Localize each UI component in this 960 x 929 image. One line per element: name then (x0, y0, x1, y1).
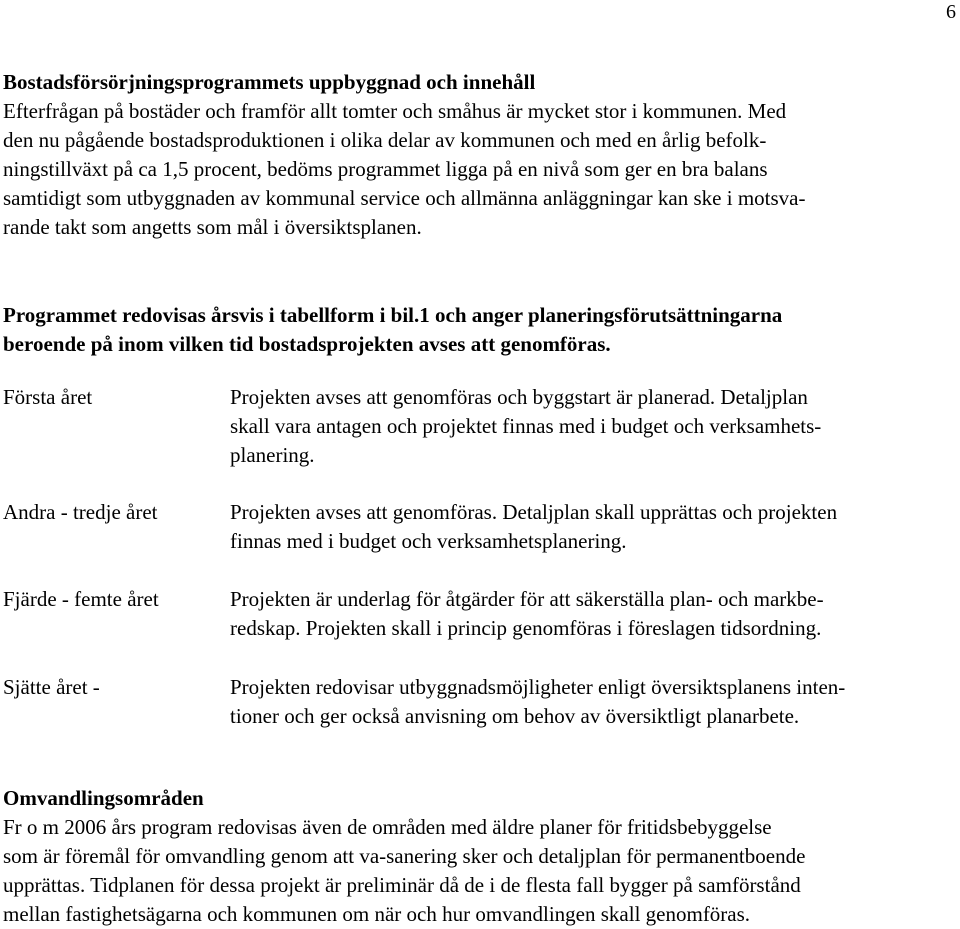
description-line: Projekten avses att genomföras. Detaljplan skall upprättas och projekten (230, 500, 838, 524)
program-note (3, 301, 955, 359)
program-note-line: beroende på inom vilken tid bostadsprojekten avses att genomföras. (3, 332, 611, 356)
paragraph-line: rande takt som angetts som mål i översiktsplanen. (3, 215, 422, 239)
paragraph-line: ningstillväxt på ca 1,5 procent, bedöms programmet ligga på en nivå som ger en bra balans (3, 157, 768, 181)
section-conversion-areas (3, 784, 955, 929)
paragraph-line: Fr o m 2006 års program redovisas även de områden med äldre planer för fritidsbebyggelse (3, 815, 772, 839)
paragraph-line: samtidigt som utbyggnaden av kommunal service och allmänna anläggningar kan ske i motsva- (3, 186, 806, 210)
description-line: tioner och ger också anvisning om behov av översiktligt planarbete. (230, 704, 800, 728)
description-line: Projekten är underlag för åtgärder för att säkerställa plan- och markbe- (230, 587, 824, 611)
schedule-label: Första året (3, 385, 93, 409)
paragraph-line: upprättas. Tidplanen för dessa projekt är preliminär då de i de flesta fall bygger på samförstånd (3, 873, 801, 897)
program-note-line: Programmet redovisas årsvis i tabellform i bil.1 och anger planeringsförutsättningarna (3, 303, 783, 327)
schedule-label: Andra - tredje året (3, 500, 158, 524)
paragraph-line: som är föremål för omvandling genom att va-sanering sker och detaljplan för permanentboende (3, 844, 806, 868)
schedule-label: Sjätte året - (3, 675, 100, 699)
description-line: Projekten redovisar utbyggnadsmöjligheter enligt översiktsplanens inten- (230, 675, 846, 699)
section-program-structure (3, 68, 955, 242)
description-line: skall vara antagen och projektet finnas med i budget och verksamhets- (230, 414, 822, 438)
page-number: 6 (946, 1, 956, 23)
schedule-label: Fjärde - femte året (3, 587, 159, 611)
schedule-description (230, 498, 955, 556)
section-heading: Bostadsförsörjningsprogrammets uppbyggnad och innehåll (3, 70, 536, 94)
paragraph-line: Efterfrågan på bostäder och framför allt tomter och småhus är mycket stor i kommunen. Med (3, 99, 787, 123)
description-line: finnas med i budget och verksamhetsplanering. (230, 529, 627, 553)
description-line: redskap. Projekten skall i princip genomföras i föreslagen tidsordning. (230, 616, 822, 640)
schedule-description (230, 585, 955, 643)
paragraph-line: mellan fastighetsägarna och kommunen om när och hur omvandlingen skall genomföras. (3, 902, 751, 926)
description-line: planering. (230, 443, 315, 467)
description-line: Projekten avses att genomföras och byggstart är planerad. Detaljplan (230, 385, 808, 409)
section-heading: Omvandlingsområden (3, 786, 204, 810)
paragraph-line: den nu pågående bostadsproduktionen i olika delar av kommunen och med en årlig befolk- (3, 128, 767, 152)
schedule-description (230, 673, 955, 731)
schedule-description (230, 383, 955, 470)
